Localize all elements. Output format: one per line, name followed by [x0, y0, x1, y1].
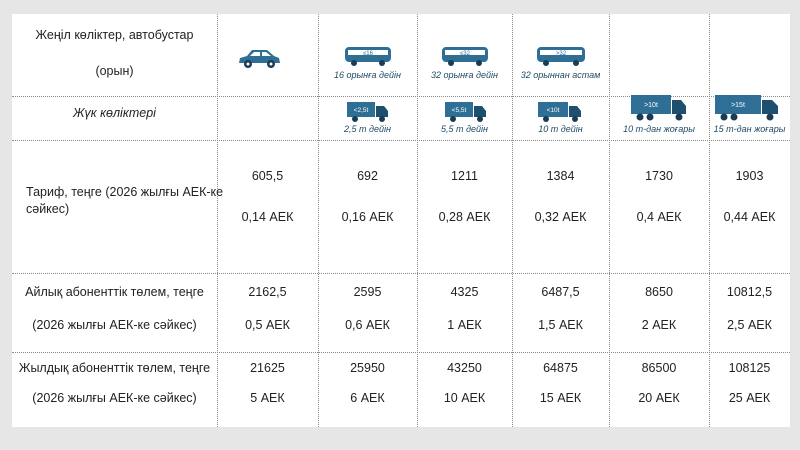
monthly-mci: 2,5 АЕК [727, 318, 772, 332]
tariff-value: 692 [357, 169, 378, 183]
bus-icon [536, 45, 586, 67]
tariff-value: 1211 [451, 169, 478, 183]
tariff-value: 1730 [645, 169, 673, 183]
annual-mci: 20 АЕК [638, 391, 680, 405]
truck-badge: >10t [644, 102, 658, 109]
truck-icon [714, 93, 780, 123]
truck-badge: <5,5t [451, 107, 467, 114]
annual-mci: 15 АЕК [539, 391, 582, 405]
svg-text:>32: >32 [555, 51, 567, 57]
annual-value: 21625 [250, 361, 285, 375]
tariff-mci: 0,44 АЕК [723, 210, 776, 224]
passenger-vehicles-sublabel: (орын) [95, 64, 134, 78]
monthly-mci: 0,5 АЕК [245, 318, 290, 332]
passenger-vehicles-label: Жеңіл көліктер, автобустар [35, 28, 194, 42]
monthly-mci: 1,5 АЕК [538, 318, 583, 332]
truck-caption: 5,5 т дейін [441, 124, 488, 134]
row-divider [12, 273, 790, 274]
monthly-row-sublabel: (2026 жылғы АЕК-ке сәйкес) [32, 318, 197, 332]
truck-icon [444, 100, 488, 124]
truck-badge: <10t [546, 107, 560, 114]
truck-caption: 10 т дейін [538, 124, 583, 134]
annual-value: 43250 [447, 361, 482, 375]
truck-caption: 15 т-дан жоғары [713, 124, 786, 134]
annual-mci: 25 АЕК [728, 391, 771, 405]
bus-icon [441, 45, 489, 67]
truck-badge: >15t [731, 102, 745, 109]
monthly-mci: 0,6 АЕК [345, 318, 390, 332]
truck-icon [537, 100, 583, 124]
truck-caption: 2,5 т дейін [344, 124, 391, 134]
annual-mci: 10 АЕК [443, 391, 486, 405]
annual-value: 64875 [543, 361, 578, 375]
monthly-value: 4325 [450, 285, 479, 299]
tariff-row-label: Тариф, теңге (2026 жылғы АЕК-ке [26, 185, 224, 199]
monthly-value: 2162,5 [248, 285, 287, 299]
bus-icon [344, 45, 392, 67]
truck-icon [630, 93, 688, 123]
tariff-value: 605,5 [251, 169, 284, 183]
svg-text:≤16: ≤16 [363, 51, 373, 57]
cargo-vehicles-label: Жүк көліктері [73, 106, 156, 120]
monthly-mci: 2 АЕК [641, 318, 677, 332]
row-divider [12, 140, 790, 141]
annual-row-sublabel: (2026 жылғы АЕК-ке сәйкес) [32, 391, 197, 405]
annual-mci: 6 АЕК [350, 391, 385, 405]
bus-caption: 32 орыннан астам [520, 70, 601, 80]
truck-icon [346, 100, 390, 124]
monthly-row-label: Айлық абоненттік төлем, теңге [25, 285, 204, 299]
monthly-value: 8650 [645, 285, 673, 299]
tariff-mci: 0,28 АЕК [438, 210, 491, 224]
tariff-table [12, 14, 790, 427]
annual-value: 25950 [350, 361, 385, 375]
tariff-mci: 0,4 АЕК [636, 210, 682, 224]
annual-mci: 5 АЕК [250, 391, 285, 405]
bus-caption: 16 орынға дейін [334, 70, 401, 80]
monthly-value: 6487,5 [541, 285, 580, 299]
row-divider [12, 352, 790, 353]
tariff-mci: 0,32 АЕК [534, 210, 587, 224]
car-icon [237, 48, 281, 70]
truck-badge: <2,5t [353, 107, 369, 114]
svg-text:≤32: ≤32 [460, 51, 470, 57]
bus-caption: 32 орынға дейін [431, 70, 498, 80]
tariff-value: 1903 [735, 169, 764, 183]
annual-value: 108125 [728, 361, 771, 375]
tariff-row-sublabel: сәйкес) [26, 202, 70, 216]
tariff-value: 1384 [546, 169, 575, 183]
monthly-value: 2595 [353, 285, 382, 299]
annual-row-label: Жылдық абоненттік төлем, теңге [18, 361, 211, 375]
tariff-mci: 0,16 АЕК [341, 210, 394, 224]
tariff-mci: 0,14 АЕК [241, 210, 294, 224]
annual-value: 86500 [641, 361, 677, 375]
monthly-value: 10812,5 [726, 285, 773, 299]
truck-caption: 10 т-дан жоғары [623, 124, 695, 134]
monthly-mci: 1 АЕК [447, 318, 482, 332]
